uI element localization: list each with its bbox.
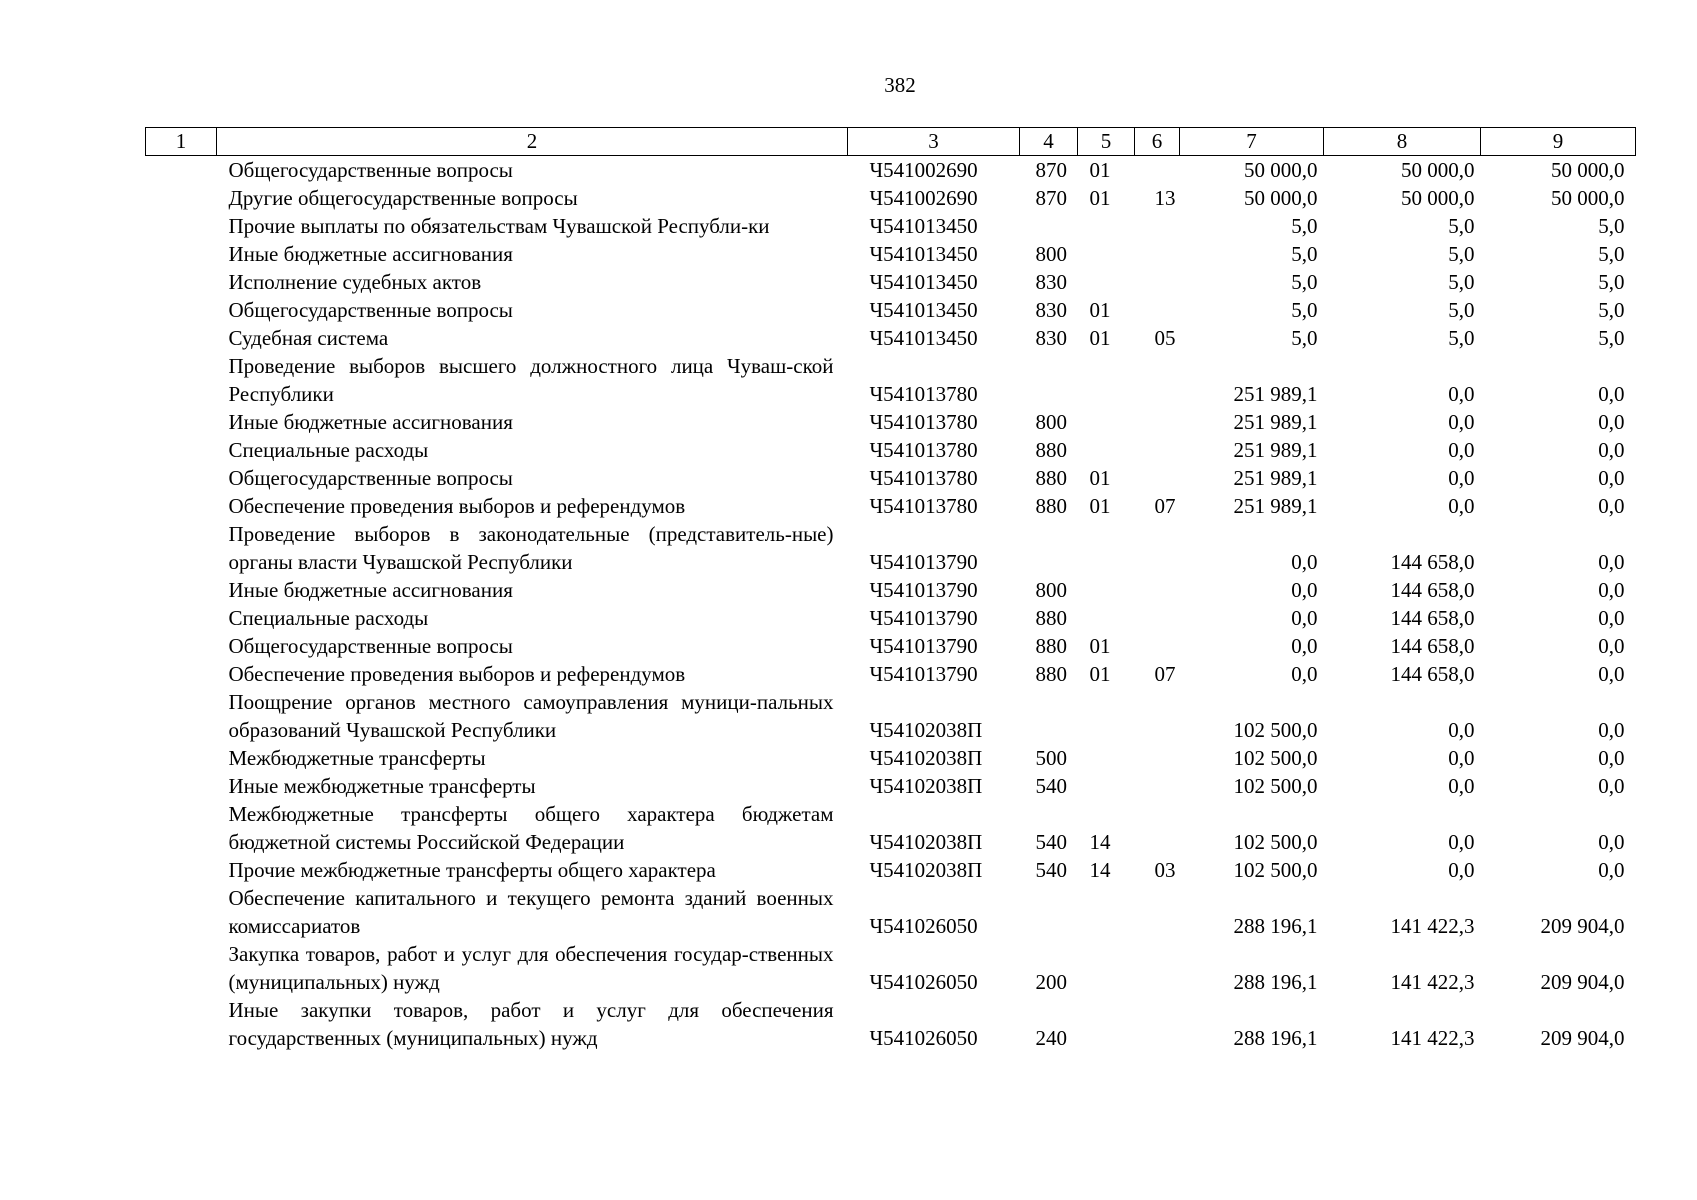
row-amount-col-7: 5,0 <box>1291 242 1318 266</box>
row-amount-col-7: 251 989,1 <box>1233 466 1318 490</box>
row-expense-type: 240 <box>1035 1026 1067 1050</box>
row-section: 01 <box>1089 326 1111 350</box>
table-row <box>146 408 1636 436</box>
row-col-1 <box>146 240 217 268</box>
row-section <box>1078 604 1135 632</box>
row-col-1 <box>146 744 217 772</box>
table-row <box>146 492 1636 520</box>
row-subsection: 07 <box>1154 494 1176 518</box>
table-row <box>146 996 1636 1052</box>
row-expense-type: 800 <box>1035 410 1067 434</box>
row-amount-col-8: 141 422,3 <box>1390 914 1475 938</box>
table-row <box>146 212 1636 240</box>
row-amount-col-7: 288 196,1 <box>1233 1026 1318 1050</box>
row-subsection <box>1135 464 1180 492</box>
table-row <box>146 352 1636 408</box>
row-col-1 <box>146 688 217 744</box>
row-section <box>1078 996 1135 1052</box>
row-description: Исполнение судебных актов <box>228 270 482 294</box>
row-col-1 <box>146 492 217 520</box>
row-col-1 <box>146 660 217 688</box>
row-expense-type <box>1020 520 1078 576</box>
table-row <box>146 184 1636 212</box>
row-amount-col-9: 0,0 <box>1598 578 1625 602</box>
row-amount-col-9: 0,0 <box>1598 494 1625 518</box>
table-row <box>146 884 1636 940</box>
row-amount-col-8: 144 658,0 <box>1390 550 1475 574</box>
row-amount-col-9: 0,0 <box>1598 634 1625 658</box>
row-amount-col-8: 0,0 <box>1448 830 1475 854</box>
row-expense-type: 880 <box>1035 438 1067 462</box>
row-col-1 <box>146 324 217 352</box>
row-description: Поощрение органов местного самоуправления муници-пальных образований Чувашской Республики <box>228 690 834 742</box>
row-amount-col-9: 5,0 <box>1598 298 1625 322</box>
row-amount-col-7: 0,0 <box>1291 662 1318 686</box>
row-expense-type: 830 <box>1035 298 1067 322</box>
row-amount-col-9: 0,0 <box>1598 718 1625 742</box>
row-amount-col-8: 5,0 <box>1448 270 1475 294</box>
row-expense-type: 830 <box>1035 270 1067 294</box>
row-expense-type: 880 <box>1035 606 1067 630</box>
row-expense-type: 540 <box>1035 774 1067 798</box>
row-target-code: Ч54102038П <box>869 718 983 742</box>
row-target-code: Ч541013790 <box>869 550 978 574</box>
row-target-code: Ч541013790 <box>869 634 978 658</box>
table-row <box>146 660 1636 688</box>
row-target-code: Ч541013780 <box>869 410 978 434</box>
row-amount-col-8: 144 658,0 <box>1390 606 1475 630</box>
row-description: Межбюджетные трансферты общего характера бюджетам бюджетной системы Российской Федерации <box>228 802 834 854</box>
row-col-1 <box>146 156 217 185</box>
header-col-9: 9 <box>1481 128 1636 156</box>
row-amount-col-7: 5,0 <box>1291 298 1318 322</box>
row-subsection <box>1135 296 1180 324</box>
row-target-code: Ч541013790 <box>869 606 978 630</box>
row-section: 01 <box>1089 298 1111 322</box>
row-target-code: Ч541013780 <box>869 494 978 518</box>
row-col-1 <box>146 436 217 464</box>
header-row <box>146 128 1636 156</box>
row-amount-col-9: 0,0 <box>1598 466 1625 490</box>
row-description: Судебная система <box>228 326 389 350</box>
row-target-code: Ч541013780 <box>869 466 978 490</box>
row-expense-type <box>1020 688 1078 744</box>
row-amount-col-8: 5,0 <box>1448 214 1475 238</box>
row-amount-col-7: 102 500,0 <box>1233 718 1318 742</box>
row-amount-col-7: 0,0 <box>1291 578 1318 602</box>
row-description: Общегосударственные вопросы <box>228 466 513 490</box>
row-section: 01 <box>1089 494 1111 518</box>
row-amount-col-7: 50 000,0 <box>1244 158 1318 182</box>
table-row <box>146 800 1636 856</box>
row-col-1 <box>146 184 217 212</box>
header-col-5: 5 <box>1078 128 1135 156</box>
row-col-1 <box>146 520 217 576</box>
row-col-1 <box>146 884 217 940</box>
row-target-code: Ч541013450 <box>869 298 978 322</box>
row-amount-col-8: 50 000,0 <box>1401 158 1475 182</box>
row-subsection: 03 <box>1154 858 1176 882</box>
row-description: Иные бюджетные ассигнования <box>228 578 513 602</box>
row-col-1 <box>146 772 217 800</box>
row-amount-col-7: 288 196,1 <box>1233 914 1318 938</box>
row-amount-col-7: 5,0 <box>1291 214 1318 238</box>
row-amount-col-7: 5,0 <box>1291 326 1318 350</box>
row-expense-type: 800 <box>1035 578 1067 602</box>
row-amount-col-9: 0,0 <box>1598 830 1625 854</box>
row-amount-col-8: 5,0 <box>1448 242 1475 266</box>
row-amount-col-8: 0,0 <box>1448 382 1475 406</box>
row-section: 01 <box>1089 634 1111 658</box>
header-col-1: 1 <box>146 128 217 156</box>
row-target-code: Ч541026050 <box>869 914 978 938</box>
row-expense-type: 880 <box>1035 662 1067 686</box>
table-body <box>146 156 1636 1053</box>
row-col-1 <box>146 800 217 856</box>
row-amount-col-9: 5,0 <box>1598 270 1625 294</box>
table-row <box>146 520 1636 576</box>
row-section <box>1078 352 1135 408</box>
row-subsection <box>1135 352 1180 408</box>
row-section <box>1078 884 1135 940</box>
row-amount-col-8: 141 422,3 <box>1390 1026 1475 1050</box>
row-expense-type <box>1020 352 1078 408</box>
row-amount-col-9: 209 904,0 <box>1540 1026 1625 1050</box>
row-description: Другие общегосударственные вопросы <box>228 186 578 210</box>
table-row <box>146 688 1636 744</box>
row-amount-col-7: 251 989,1 <box>1233 382 1318 406</box>
table-row <box>146 296 1636 324</box>
row-subsection <box>1135 156 1180 185</box>
row-amount-col-8: 144 658,0 <box>1390 634 1475 658</box>
row-amount-col-7: 288 196,1 <box>1233 970 1318 994</box>
row-col-1 <box>146 996 217 1052</box>
row-description: Иные бюджетные ассигнования <box>228 242 513 266</box>
row-section <box>1078 212 1135 240</box>
row-amount-col-8: 5,0 <box>1448 326 1475 350</box>
row-section: 01 <box>1089 158 1111 182</box>
row-description: Общегосударственные вопросы <box>228 298 513 322</box>
row-target-code: Ч541026050 <box>869 1026 978 1050</box>
row-section <box>1078 240 1135 268</box>
row-section <box>1078 940 1135 996</box>
table-row <box>146 268 1636 296</box>
row-subsection <box>1135 268 1180 296</box>
row-amount-col-8: 0,0 <box>1448 774 1475 798</box>
row-section <box>1078 436 1135 464</box>
row-subsection <box>1135 940 1180 996</box>
row-amount-col-7: 102 500,0 <box>1233 774 1318 798</box>
row-section <box>1078 772 1135 800</box>
row-subsection <box>1135 436 1180 464</box>
row-col-1 <box>146 940 217 996</box>
row-target-code: Ч541013790 <box>869 578 978 602</box>
header-col-6: 6 <box>1135 128 1180 156</box>
row-col-1 <box>146 212 217 240</box>
row-description: Обеспечение капитального и текущего ремонта зданий военных комиссариатов <box>228 886 834 938</box>
row-col-1 <box>146 464 217 492</box>
table-row <box>146 604 1636 632</box>
row-subsection <box>1135 408 1180 436</box>
row-target-code: Ч541002690 <box>869 158 978 182</box>
row-expense-type <box>1020 884 1078 940</box>
row-section <box>1078 520 1135 576</box>
row-target-code: Ч541013450 <box>869 270 978 294</box>
row-amount-col-7: 5,0 <box>1291 270 1318 294</box>
row-amount-col-8: 0,0 <box>1448 438 1475 462</box>
row-subsection <box>1135 240 1180 268</box>
row-description: Прочие выплаты по обязательствам Чувашской Республи-ки <box>228 214 770 238</box>
row-section: 01 <box>1089 466 1111 490</box>
row-amount-col-8: 50 000,0 <box>1401 186 1475 210</box>
row-amount-col-9: 50 000,0 <box>1551 186 1625 210</box>
row-subsection <box>1135 632 1180 660</box>
row-target-code: Ч54102038П <box>869 746 983 770</box>
row-section <box>1078 576 1135 604</box>
row-amount-col-9: 0,0 <box>1598 410 1625 434</box>
header-col-4: 4 <box>1020 128 1078 156</box>
row-subsection <box>1135 884 1180 940</box>
row-col-1 <box>146 296 217 324</box>
row-amount-col-8: 144 658,0 <box>1390 578 1475 602</box>
row-subsection <box>1135 800 1180 856</box>
row-subsection <box>1135 604 1180 632</box>
row-amount-col-9: 0,0 <box>1598 858 1625 882</box>
row-target-code: Ч54102038П <box>869 830 983 854</box>
row-amount-col-9: 5,0 <box>1598 242 1625 266</box>
row-subsection <box>1135 576 1180 604</box>
row-amount-col-8: 0,0 <box>1448 494 1475 518</box>
header-col-8: 8 <box>1324 128 1481 156</box>
budget-table <box>145 127 1636 1052</box>
row-col-1 <box>146 632 217 660</box>
row-expense-type <box>1020 212 1078 240</box>
row-description: Иные межбюджетные трансферты <box>228 774 536 798</box>
row-expense-type: 870 <box>1035 158 1067 182</box>
row-expense-type: 880 <box>1035 466 1067 490</box>
row-amount-col-7: 102 500,0 <box>1233 830 1318 854</box>
row-col-1 <box>146 856 217 884</box>
row-target-code: Ч541002690 <box>869 186 978 210</box>
table-row <box>146 464 1636 492</box>
row-description: Закупка товаров, работ и услуг для обеспечения государ-ственных (муниципальных) нужд <box>228 942 834 994</box>
row-col-1 <box>146 268 217 296</box>
header-col-7: 7 <box>1180 128 1324 156</box>
row-target-code: Ч541013790 <box>869 662 978 686</box>
row-description: Общегосударственные вопросы <box>228 634 513 658</box>
row-description: Проведение выборов в законодательные (представитель-ные) органы власти Чувашской Республики <box>228 522 834 574</box>
table-row <box>146 772 1636 800</box>
row-col-1 <box>146 576 217 604</box>
row-section <box>1078 268 1135 296</box>
row-amount-col-8: 0,0 <box>1448 858 1475 882</box>
row-description: Проведение выборов высшего должностного лица Чуваш-ской Республики <box>228 354 834 406</box>
row-section: 01 <box>1089 186 1111 210</box>
table-row <box>146 744 1636 772</box>
row-col-1 <box>146 352 217 408</box>
row-amount-col-9: 50 000,0 <box>1551 158 1625 182</box>
row-target-code: Ч54102038П <box>869 774 983 798</box>
table-row <box>146 156 1636 185</box>
page-number: 382 <box>884 73 916 97</box>
row-subsection <box>1135 744 1180 772</box>
row-expense-type: 500 <box>1035 746 1067 770</box>
row-expense-type: 880 <box>1035 634 1067 658</box>
row-target-code: Ч541013780 <box>869 438 978 462</box>
row-amount-col-7: 0,0 <box>1291 606 1318 630</box>
row-amount-col-9: 5,0 <box>1598 214 1625 238</box>
row-description: Общегосударственные вопросы <box>228 158 513 182</box>
row-section: 14 <box>1089 858 1111 882</box>
row-amount-col-7: 251 989,1 <box>1233 438 1318 462</box>
row-subsection <box>1135 996 1180 1052</box>
row-subsection: 05 <box>1154 326 1176 350</box>
table-row <box>146 940 1636 996</box>
row-amount-col-7: 0,0 <box>1291 550 1318 574</box>
row-subsection <box>1135 212 1180 240</box>
row-description: Межбюджетные трансферты <box>228 746 486 770</box>
row-description: Специальные расходы <box>228 438 429 462</box>
row-subsection: 13 <box>1154 186 1176 210</box>
row-subsection <box>1135 688 1180 744</box>
row-col-1 <box>146 604 217 632</box>
row-target-code: Ч541013450 <box>869 326 978 350</box>
row-description: Иные бюджетные ассигнования <box>228 410 513 434</box>
row-section: 14 <box>1089 830 1111 854</box>
table-row <box>146 436 1636 464</box>
row-expense-type: 870 <box>1035 186 1067 210</box>
row-amount-col-7: 251 989,1 <box>1233 494 1318 518</box>
row-subsection <box>1135 772 1180 800</box>
row-description: Обеспечение проведения выборов и референдумов <box>228 662 686 686</box>
row-amount-col-9: 5,0 <box>1598 326 1625 350</box>
row-amount-col-7: 102 500,0 <box>1233 858 1318 882</box>
row-expense-type: 800 <box>1035 242 1067 266</box>
table-row <box>146 576 1636 604</box>
row-target-code: Ч541026050 <box>869 970 978 994</box>
row-amount-col-7: 251 989,1 <box>1233 410 1318 434</box>
row-section <box>1078 688 1135 744</box>
row-section <box>1078 744 1135 772</box>
table-header <box>146 128 1636 156</box>
row-amount-col-8: 0,0 <box>1448 746 1475 770</box>
row-target-code: Ч541013450 <box>869 242 978 266</box>
row-amount-col-9: 0,0 <box>1598 550 1625 574</box>
row-expense-type: 540 <box>1035 830 1067 854</box>
row-description: Обеспечение проведения выборов и референдумов <box>228 494 686 518</box>
row-amount-col-7: 0,0 <box>1291 634 1318 658</box>
row-target-code: Ч541013780 <box>869 382 978 406</box>
row-section <box>1078 408 1135 436</box>
row-amount-col-9: 0,0 <box>1598 662 1625 686</box>
header-col-3: 3 <box>848 128 1020 156</box>
table-row <box>146 324 1636 352</box>
row-amount-col-8: 0,0 <box>1448 718 1475 742</box>
row-target-code: Ч541013450 <box>869 214 978 238</box>
row-subsection <box>1135 520 1180 576</box>
row-expense-type: 830 <box>1035 326 1067 350</box>
row-amount-col-9: 0,0 <box>1598 746 1625 770</box>
row-amount-col-8: 0,0 <box>1448 466 1475 490</box>
row-amount-col-9: 209 904,0 <box>1540 914 1625 938</box>
row-amount-col-9: 0,0 <box>1598 438 1625 462</box>
row-expense-type: 540 <box>1035 858 1067 882</box>
row-expense-type: 200 <box>1035 970 1067 994</box>
row-amount-col-9: 209 904,0 <box>1540 970 1625 994</box>
row-description: Иные закупки товаров, работ и услуг для обеспечения государственных (муниципальных) нужд <box>228 998 834 1050</box>
row-description: Специальные расходы <box>228 606 429 630</box>
row-amount-col-8: 0,0 <box>1448 410 1475 434</box>
table-row <box>146 240 1636 268</box>
table-row <box>146 856 1636 884</box>
row-amount-col-8: 141 422,3 <box>1390 970 1475 994</box>
row-section: 01 <box>1089 662 1111 686</box>
row-subsection: 07 <box>1154 662 1176 686</box>
header-col-2: 2 <box>217 128 848 156</box>
row-description: Прочие межбюджетные трансферты общего характера <box>228 858 716 882</box>
row-expense-type: 880 <box>1035 494 1067 518</box>
row-col-1 <box>146 408 217 436</box>
row-amount-col-9: 0,0 <box>1598 382 1625 406</box>
row-amount-col-9: 0,0 <box>1598 774 1625 798</box>
row-amount-col-7: 102 500,0 <box>1233 746 1318 770</box>
row-amount-col-7: 50 000,0 <box>1244 186 1318 210</box>
row-amount-col-8: 144 658,0 <box>1390 662 1475 686</box>
table-row <box>146 632 1636 660</box>
row-amount-col-8: 5,0 <box>1448 298 1475 322</box>
row-target-code: Ч54102038П <box>869 858 983 882</box>
row-amount-col-9: 0,0 <box>1598 606 1625 630</box>
